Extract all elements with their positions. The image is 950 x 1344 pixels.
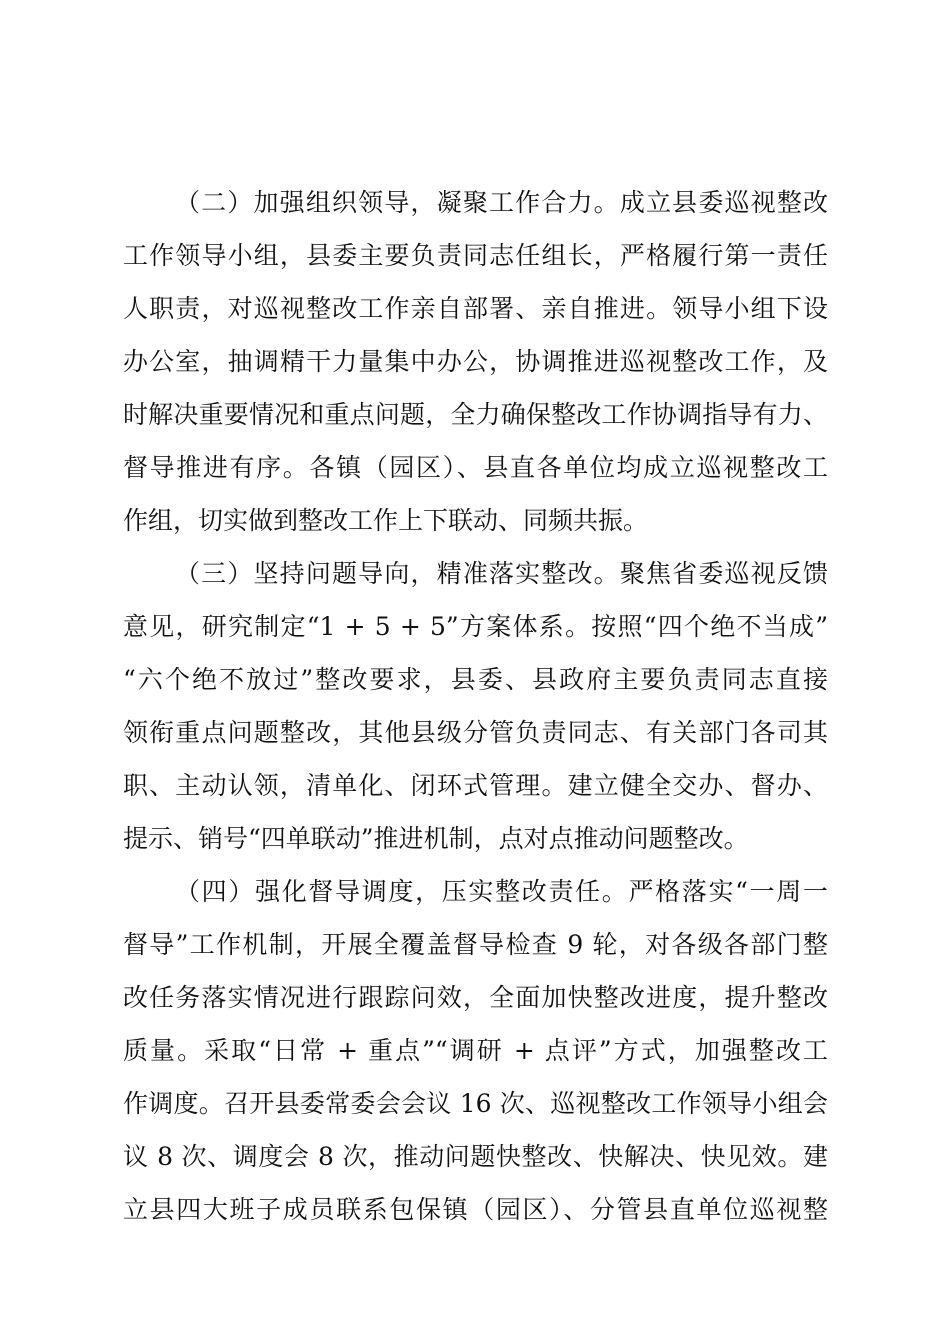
paragraph-2-line-1: （二）加强组织领导，凝聚工作合力。成立县委巡视整改	[175, 188, 828, 217]
paragraph-3-line-6: 提示、销号“四单联动”推进机制，点对点推动问题整改。	[123, 824, 749, 853]
paragraph-4-line-4: 质量。采取“日常 + 重点”“调研 + 点评”方式，加强整改工	[123, 1036, 828, 1065]
paragraph-4-line-1: （四）强化督导调度，压实整改责任。严格落实“一周一	[175, 877, 828, 906]
paragraph-3-line-4: 领衔重点问题整改，其他县级分管负责同志、有关部门各司其	[123, 718, 828, 747]
paragraph-4-line-5: 作调度。召开县委常委会会议 16 次、巡视整改工作领导小组会	[123, 1089, 828, 1118]
paragraph-3-line-3: “六个绝不放过”整改要求，县委、县政府主要负责同志直接	[123, 665, 828, 694]
paragraph-3-line-5: 职、主动认领，清单化、闭环式管理。建立健全交办、督办、	[123, 771, 828, 800]
paragraph-2-line-5: 时解决重要情况和重点问题，全力确保整改工作协调指导有力、	[123, 400, 828, 429]
paragraph-4-line-3: 改任务落实情况进行跟踪问效，全面加快整改进度，提升整改	[123, 983, 828, 1012]
paragraph-4-line-6: 议 8 次、调度会 8 次，推动问题快整改、快解决、快见效。建	[123, 1142, 828, 1171]
paragraph-4-line-7: 立县四大班子成员联系包保镇（园区）、分管县直单位巡视整	[123, 1195, 828, 1224]
paragraph-3-line-1: （三）坚持问题导向，精准落实整改。聚焦省委巡视反馈	[175, 559, 828, 588]
paragraph-2-line-7: 作组，切实做到整改工作上下联动、同频共振。	[123, 506, 649, 535]
paragraph-3-line-2: 意见，研究制定“1 + 5 + 5”方案体系。按照“四个绝不当成”	[123, 612, 828, 641]
paragraph-2-line-4: 办公室，抽调精干力量集中办公，协调推进巡视整改工作，及	[123, 347, 828, 376]
paragraph-4-line-2: 督导”工作机制，开展全覆盖督导检查 9 轮，对各级各部门整	[123, 930, 828, 959]
paragraph-2-line-3: 人职责，对巡视整改工作亲自部署、亲自推进。领导小组下设	[123, 294, 828, 323]
paragraph-2-line-2: 工作领导小组，县委主要负责同志任组长，严格履行第一责任	[123, 241, 828, 270]
paragraph-2-line-6: 督导推进有序。各镇（园区）、县直各单位均成立巡视整改工	[123, 453, 828, 482]
